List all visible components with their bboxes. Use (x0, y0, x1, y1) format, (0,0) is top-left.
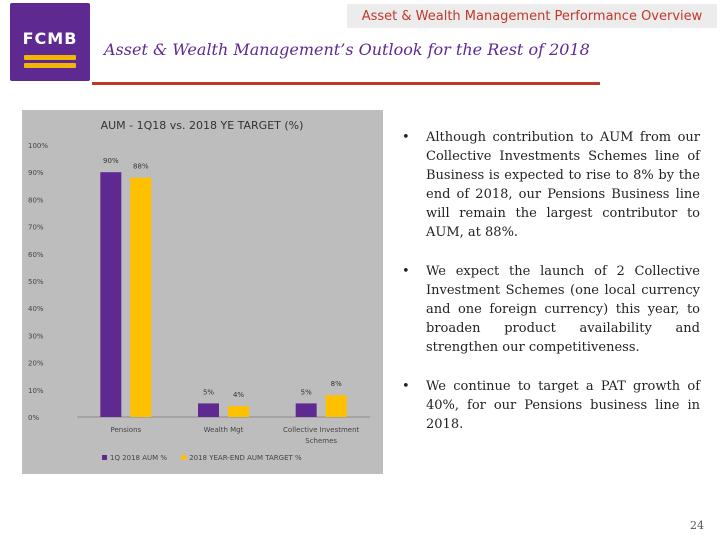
bar (198, 403, 219, 417)
page-number: 24 (690, 519, 704, 532)
y-tick-label: 10% (28, 386, 44, 395)
bullet-item: • We expect the launch of 2 Collective Investment Schemes (one local currency and one foreign currency) this year, to broaden product availability and strengthen our competitiveness. (400, 262, 700, 357)
page-title: Asset & Wealth Management’s Outlook for the Rest of 2018 (104, 40, 590, 59)
header-banner (347, 4, 717, 28)
x-tick-label: Schemes (305, 437, 338, 445)
chart-panel (22, 110, 383, 474)
y-tick-label: 50% (28, 278, 44, 286)
data-label: 5% (300, 388, 312, 397)
logo-stripe-bottom (24, 63, 76, 68)
title-divider (92, 82, 600, 85)
y-tick-label: 70% (28, 223, 44, 232)
legend-label: 1Q 2018 AUM % (110, 454, 168, 462)
y-tick-label: 80% (28, 196, 44, 205)
bar (296, 403, 317, 417)
x-tick-label: Collective Investment (283, 426, 360, 434)
aum-bar-chart (22, 110, 383, 474)
data-label: 5% (202, 388, 215, 397)
legend-label: 2018 YEAR-END AUM TARGET % (189, 454, 302, 462)
data-label: 88% (133, 162, 149, 171)
bar (100, 172, 121, 417)
data-label: 8% (330, 380, 342, 389)
bar (130, 178, 151, 417)
bar (228, 406, 249, 417)
bullet-list (400, 128, 700, 434)
data-label: 4% (232, 391, 245, 400)
bullet-item: • We continue to target a PAT growth of 40%, for our Pensions business line in 2018. (400, 377, 700, 434)
x-tick-label: Pensions (110, 426, 142, 434)
x-tick-label: Wealth Mgt (203, 426, 244, 434)
logo-text: FCMB (22, 29, 78, 48)
y-tick-label: 100% (28, 142, 49, 150)
logo-stripe-top (24, 55, 76, 60)
chart-title: AUM - 1Q18 vs. 2018 YE TARGET (%) (100, 119, 304, 132)
legend-swatch (102, 455, 107, 460)
legend-swatch (181, 455, 186, 460)
bullet-item: • Although contribution to AUM from our Collective Investments Schemes line of Business is expected to rise to 8% by the end of 2018, our Pensions Business line will remain the largest contributor to AUM, at 88%. (400, 128, 700, 242)
y-tick-label: 90% (28, 169, 44, 178)
y-tick-label: 0% (28, 414, 40, 422)
y-tick-label: 20% (28, 359, 44, 368)
fcmb-logo (10, 3, 90, 81)
y-tick-label: 30% (28, 332, 44, 341)
y-tick-label: 60% (28, 250, 44, 259)
y-tick-label: 40% (28, 305, 44, 314)
data-label: 90% (103, 157, 119, 166)
header-banner-text: Asset & Wealth Management Performance Overview (361, 8, 703, 24)
bar (326, 395, 347, 417)
